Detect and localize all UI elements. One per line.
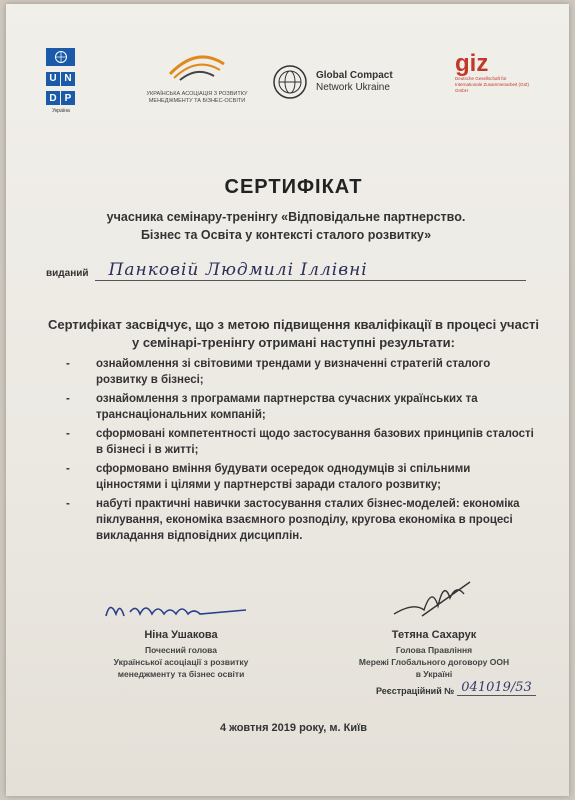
global-compact-line1: Global Compact: [316, 70, 393, 81]
undp-letter: P: [61, 91, 75, 105]
undp-country: Україна: [52, 108, 70, 114]
result-text: набуті практичні навички застосування сталих бізнес-моделей: економіка піклування, економіка взаємного розподілу, кругова економіка в процесі викладання відповідних дисциплін.: [96, 498, 520, 542]
global-compact-logo: [272, 64, 432, 100]
role-line: Мережі Глобального договору ООН: [358, 657, 510, 667]
giz-fullname: Deutsche Gesellschaft für Internationale Zusammenarbeit (GIZ) GmbH: [455, 76, 530, 93]
signature-block-right: [344, 576, 524, 680]
association-name: УКРАЇНСЬКА АСОЦІАЦІЯ З РОЗВИТКУ МЕНЕДЖМЕНТУ ТА БІЗНЕС-ОСВІТИ: [146, 91, 248, 104]
signer-role: [86, 644, 276, 680]
result-text: сформовано вміння будувати осередок однодумців зі спільними цінностями і цілями у партнерстві заради сталого розвитку;: [96, 463, 471, 491]
role-line: Української асоціації з розвитку: [113, 657, 249, 667]
association-emblem-icon: [162, 50, 232, 84]
signer-name: Ніна Ушакова: [144, 629, 218, 641]
list-dash: -: [66, 498, 70, 510]
handwritten-signature: [374, 576, 494, 622]
role-line: Почесний голова: [144, 645, 218, 655]
issue-date: 4 жовтня 2019 року, м. Київ: [220, 722, 367, 734]
role-line: в Україні: [415, 669, 453, 679]
role-line: менеджменту та бізнес освіти: [117, 669, 245, 679]
subtitle-line: учасника семінару-тренінгу «Відповідальне партнерство.: [106, 210, 466, 224]
certificate-subtitle: [86, 208, 486, 244]
result-text: сформовані компетентності щодо застосування базових принципів сталості в бізнесі і в житті;: [96, 428, 534, 456]
giz-logo: [455, 52, 535, 94]
list-dash: -: [66, 428, 70, 440]
issued-label: виданий: [46, 268, 89, 279]
list-item: [66, 391, 538, 423]
certificate-intro: [36, 316, 551, 352]
list-dash: -: [66, 358, 70, 370]
issued-to-row: [46, 260, 526, 281]
giz-wordmark: giz: [455, 50, 489, 77]
list-dash: -: [66, 463, 70, 475]
registration-label: Реєстраційний №: [376, 686, 455, 696]
registration-number: 041019/53: [457, 680, 536, 696]
intro-line: Сертифікат засвідчує, що з метою підвищення кваліфікації в процесі участі: [47, 317, 540, 332]
handwritten-signature: [96, 596, 266, 622]
subtitle-line: Бізнес та Освіта у контексті сталого розвитку»: [140, 228, 432, 242]
intro-line: у семінарі-тренінгу отримані наступні результати:: [131, 335, 456, 350]
result-text: ознайомлення зі світовими трендами у визначенні стратегій сталого розвитку в бізнесі;: [96, 358, 491, 386]
result-text: ознайомлення з програмами партнерства сучасних українських та транснаціональних компаній;: [96, 393, 478, 421]
recipient-name: Панковій Людмилі Іллівні: [95, 260, 526, 281]
list-item: [66, 461, 538, 493]
registration-row: [376, 680, 566, 696]
role-line: Голова Правління: [395, 645, 473, 655]
undp-letter: D: [46, 91, 60, 105]
signature-block-left: [86, 596, 276, 680]
certificate-title: СЕРТИФІКАТ: [224, 176, 363, 198]
signer-name: Тетяна Сахарук: [391, 629, 477, 641]
global-compact-line2: Network Ukraine: [316, 82, 390, 93]
results-list: [66, 356, 538, 547]
certificate-paper: [6, 4, 569, 796]
association-logo: [138, 50, 256, 105]
undp-letter: U: [46, 72, 60, 86]
list-item: [66, 356, 538, 388]
list-item: [66, 426, 538, 458]
signer-role: [344, 644, 524, 680]
un-emblem-icon: [46, 48, 75, 66]
undp-letter: N: [61, 72, 75, 86]
globe-icon: [272, 64, 308, 100]
list-dash: -: [66, 393, 70, 405]
undp-logo: [46, 48, 76, 114]
list-item: [66, 496, 538, 544]
